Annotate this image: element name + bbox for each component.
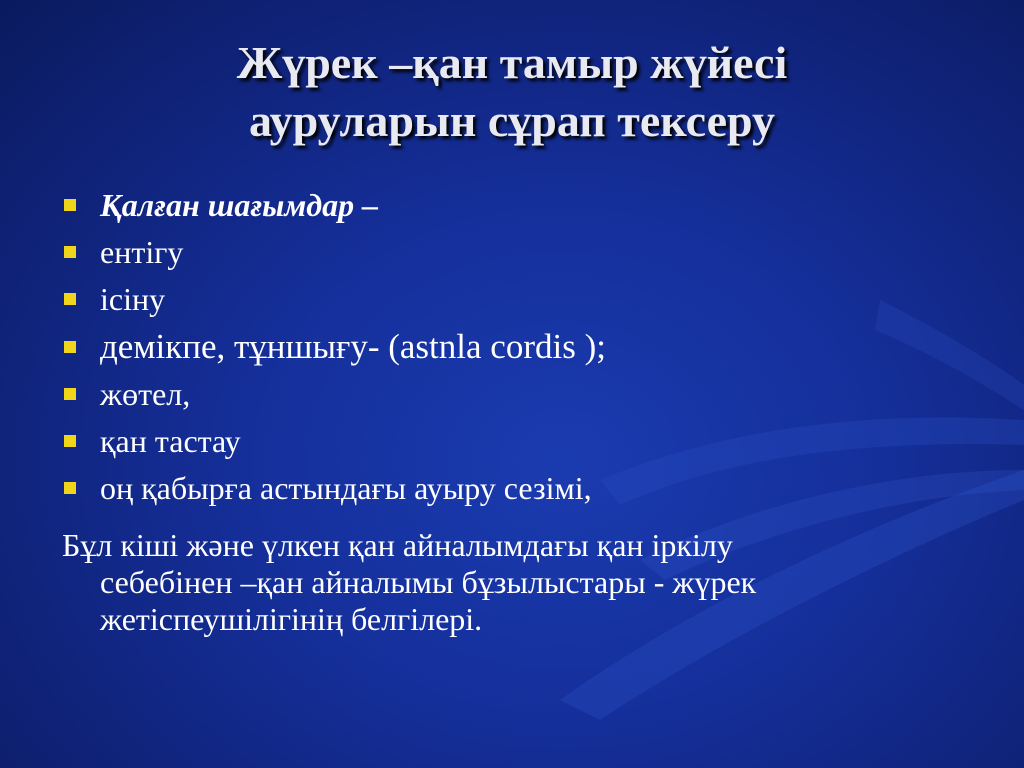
bullet-item-hemoptysis (62, 418, 962, 465)
bullet-item-dyspnea (62, 229, 962, 276)
bullet-item-edema (62, 276, 962, 323)
bullet-text: демікпе, тұншығу- (astnla cordis ); (100, 327, 606, 366)
bullet-item-cough (62, 371, 962, 418)
title-line-1: Жүрек –қан тамыр жүйесі (236, 37, 788, 88)
square-bullet-icon (64, 388, 76, 400)
square-bullet-icon (64, 341, 76, 353)
paragraph-line-2: себебінен –қан айналымы бұзылыстары - жүрек (100, 564, 757, 600)
bullet-text: ісіну (100, 281, 166, 317)
square-bullet-icon (64, 482, 76, 494)
bullet-text: оң қабырға астындағы ауыру сезімі, (100, 470, 592, 506)
bullet-list (62, 182, 962, 512)
bullet-text: жөтел, (100, 376, 191, 412)
bullet-item-complaints (62, 182, 962, 229)
slide-title (60, 34, 964, 150)
square-bullet-icon (64, 199, 76, 211)
bullet-item-asthma (62, 323, 962, 371)
square-bullet-icon (64, 293, 76, 305)
title-line-2: ауруларын сұрап тексеру (249, 95, 775, 146)
bullet-text: Қалған шағымдар – (100, 187, 379, 223)
paragraph-line-3: жетіспеушілігінің белгілері. (100, 601, 483, 637)
paragraph-line-1: Бұл кіші және үлкен қан айналымдағы қан іркілу (62, 527, 733, 563)
summary-paragraph (62, 527, 952, 638)
bullet-item-right-rib-pain (62, 465, 962, 512)
square-bullet-icon (64, 246, 76, 258)
square-bullet-icon (64, 435, 76, 447)
bullet-text: қан тастау (100, 423, 241, 459)
bullet-text: ентігу (100, 234, 184, 270)
